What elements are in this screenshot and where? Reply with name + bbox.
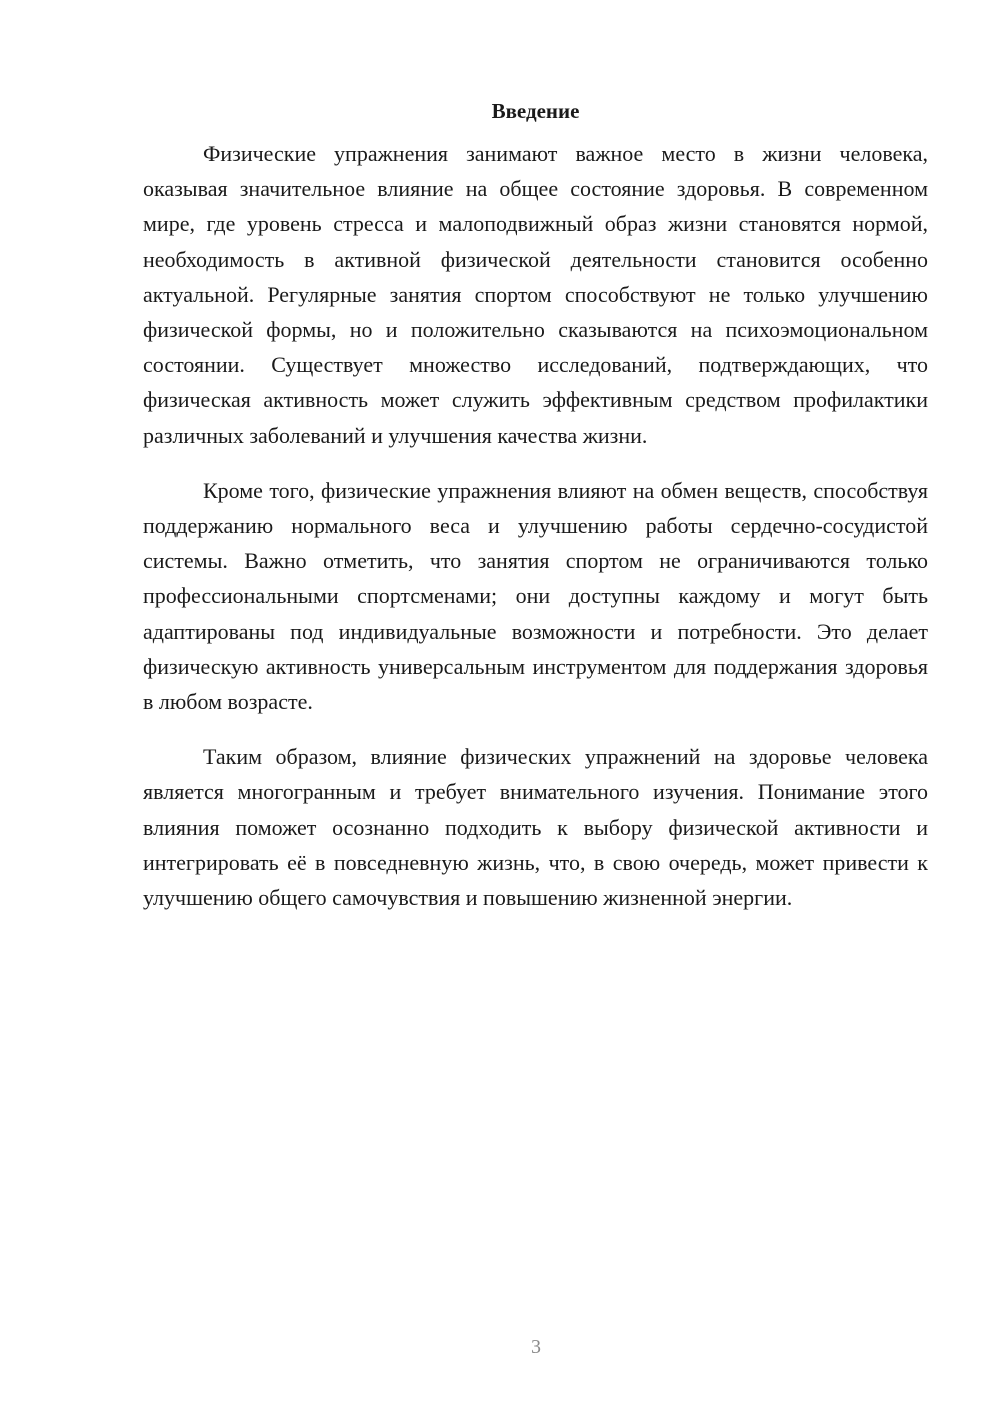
paragraph-3: Таким образом, влияние физических упражнений на здоровье человека является многогранным и требует внимательного изучения. Понимание этого влияния поможет осознанно подходить к выбору физической активности и интегрировать её в повседневную жизнь, что, в свою очередь, может привести к улучшению общего самочувствия и повышению жизненной энергии. (143, 744, 928, 911)
page-content (143, 96, 928, 935)
paragraph-1: Физические упражнения занимают важное место в жизни человека, оказывая значительное влияние на общее состояние здоровья. В современном мире, где уровень стресса и малоподвижный образ жизни становятся нормой, необходимость в активной физической деятельности становится особенно актуальной. Регулярные занятия спортом способствуют не только улучшению физической формы, но и положительно сказываются на психоэмоциональном состоянии. Существует множество исследований, подтверждающих, что физическая активность может служить эффективным средством профилактики различных заболеваний и улучшения качества жизни. (143, 141, 928, 448)
page-title: Введение (491, 99, 580, 123)
paragraph-2: Кроме того, физические упражнения влияют на обмен веществ, способствуя поддержанию нормального веса и улучшению работы сердечно-сосудистой системы. Важно отметить, что занятия спортом не ограничиваются только профессиональными спортсменами; они доступны каждому и могут быть адаптированы под индивидуальные возможности и потребности. Это делает физическую активность универсальным инструментом для поддержания здоровья в любом возрасте. (143, 477, 928, 715)
page-number: 3 (531, 1336, 541, 1358)
